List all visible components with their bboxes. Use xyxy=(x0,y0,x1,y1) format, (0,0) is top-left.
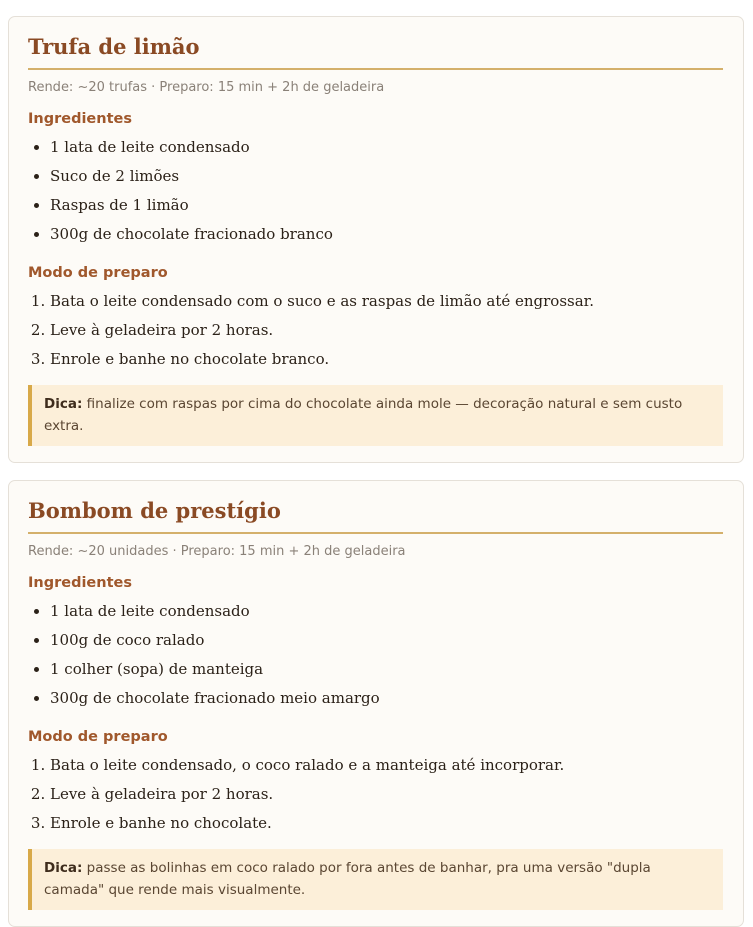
tip-label: Dica: xyxy=(44,396,83,413)
ingredient-item: • 100g de coco ralado xyxy=(50,626,723,655)
tip-label: Dica: xyxy=(44,860,83,877)
recipe-card xyxy=(8,16,744,463)
ingredients-heading: Ingredientes xyxy=(28,111,132,128)
ingredients-list xyxy=(28,133,723,249)
ingredient-item: • 1 lata de leite condensado xyxy=(50,133,723,162)
tip-box xyxy=(28,849,723,910)
recipe-meta: Rende: ~20 unidades · Preparo: 15 min + 2h de geladeira xyxy=(28,544,406,560)
tip-text: passe as bolinhas em coco ralado por fora antes de banhar, pra uma versão "dupla camada" que rende mais visualmente. xyxy=(44,860,651,899)
tip-text: finalize com raspas por cima do chocolate ainda mole — decoração natural e sem custo extra. xyxy=(44,396,683,435)
steps-list xyxy=(28,287,723,374)
ingredients-list xyxy=(28,597,723,713)
tip-box xyxy=(28,385,723,446)
step-item: 3. Enrole e banhe no chocolate. xyxy=(50,809,723,838)
step-item: 1. Bata o leite condensado com o suco e as raspas de limão até engrossar. xyxy=(50,287,723,316)
ingredient-item: • 1 lata de leite condensado xyxy=(50,597,723,626)
step-item: 2. Leve à geladeira por 2 horas. xyxy=(50,780,723,809)
steps-heading: Modo de preparo xyxy=(28,265,168,282)
ingredient-item: • 300g de chocolate fracionado meio amargo xyxy=(50,684,723,713)
steps-heading: Modo de preparo xyxy=(28,729,168,746)
step-item: 3. Enrole e banhe no chocolate branco. xyxy=(50,345,723,374)
ingredient-item: • 300g de chocolate fracionado branco xyxy=(50,220,723,249)
step-item: 2. Leve à geladeira por 2 horas. xyxy=(50,316,723,345)
steps-list xyxy=(28,751,723,838)
ingredient-item: • Suco de 2 limões xyxy=(50,162,723,191)
recipe-title: Bombom de prestígio xyxy=(28,498,723,534)
ingredient-item: • Raspas de 1 limão xyxy=(50,191,723,220)
ingredients-heading: Ingredientes xyxy=(28,575,132,592)
recipe-card xyxy=(8,480,744,927)
step-item: 1. Bata o leite condensado, o coco ralado e a manteiga até incorporar. xyxy=(50,751,723,780)
recipe-meta: Rende: ~20 trufas · Preparo: 15 min + 2h de geladeira xyxy=(28,80,385,96)
recipe-title: Trufa de limão xyxy=(28,34,723,70)
ingredient-item: • 1 colher (sopa) de manteiga xyxy=(50,655,723,684)
